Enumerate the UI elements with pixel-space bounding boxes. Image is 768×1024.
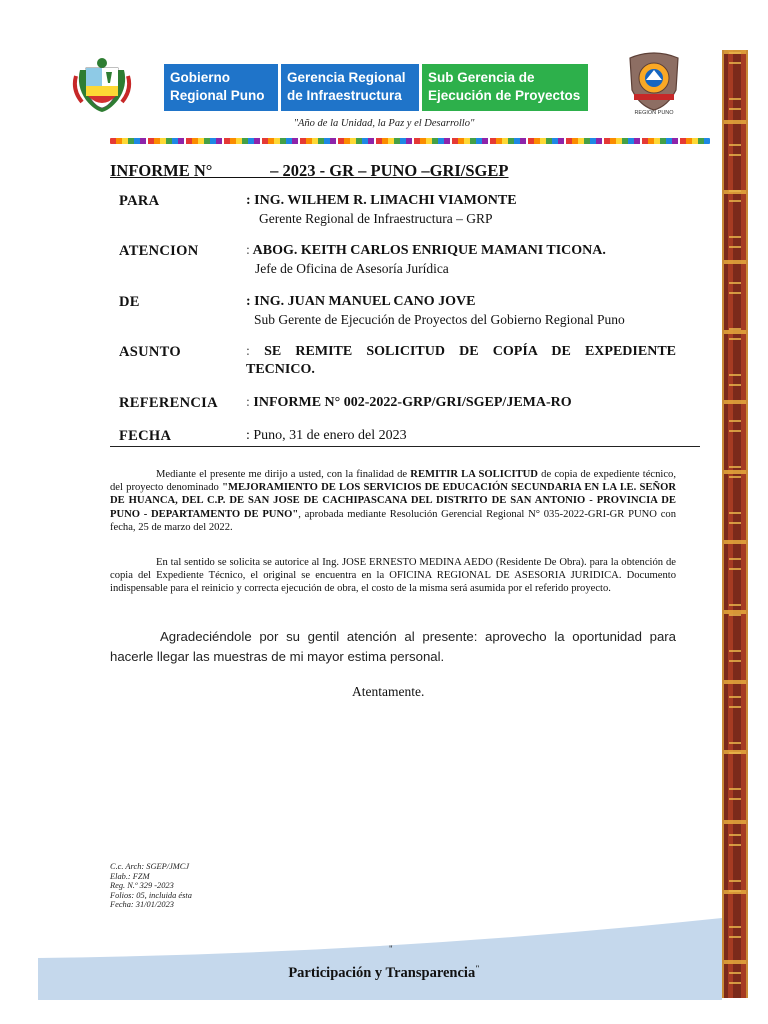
atentamente: Atentamente. <box>352 684 425 699</box>
p1-part-e: , aprobada mediante Resolución Gerencial Regional N° 035-2022-GRI-GR PUNO con fecha, 25 de marzo del 2022. <box>110 508 676 533</box>
de-subtitle: Sub Gerente de Ejecución de Proyectos del Gobierno Regional Puno <box>254 312 625 327</box>
de-value <box>246 294 475 310</box>
p1-part-b: REMITIR LA SOLICITUD <box>410 469 538 480</box>
region-puno-emblem-icon <box>620 50 688 116</box>
footer-wave <box>38 910 722 962</box>
para-label: PARA <box>119 193 160 209</box>
de-label: DE <box>119 294 140 310</box>
de-value-text: : ING. JUAN MANUEL CANO JOVE <box>246 294 476 309</box>
header-subgerencia-box <box>422 64 588 111</box>
motto: "Año de la Unidad, la Paz y el Desarrollo" <box>293 118 475 129</box>
asunto-label: ASUNTO <box>119 344 181 360</box>
fecha-label: FECHA <box>119 428 172 444</box>
body-paragraph-2: En tal sentido se solicita se autorice al Ing. JOSE ERNESTO MEDINA AEDO (Residente De Obra). para la obtención de copia del Expediente Técnico, el original se encuentra en la OFICINA REGIONAL DE ASESORIA JURIDICA. Documento indispensable para el reinicio y correcta ejecución de obra, el costo de la misma será asumida por el referido proyecto. <box>110 557 676 595</box>
asunto-value-line2 <box>246 362 315 378</box>
document-title: INFORME N° – 2023 - GR – PUNO –GRI/SGEP <box>110 161 509 180</box>
peru-coat-of-arms-icon <box>72 56 132 114</box>
closing-paragraph: Agradeciéndole por su gentil atención al presente: aprovecho la oportunidad para hacerle llegar las muestras de mi mayor estima personal. <box>110 629 676 664</box>
header-box3-line1: Sub Gerencia de <box>428 70 535 85</box>
asunto-line2: TECNICO. <box>246 362 315 377</box>
asunto-value <box>246 344 676 360</box>
referencia-label: REFERENCIA <box>119 395 218 411</box>
body-paragraph-1 <box>110 468 676 534</box>
para-subtitle: Gerente Regional de Infraestructura – GRP <box>259 211 493 226</box>
header-divider-line <box>110 446 700 447</box>
p1-part-a: Mediante el presente me dirijo a usted, con la finalidad de <box>156 469 411 480</box>
atencion-value-text: ABOG. KEITH CARLOS ENRIQUE MAMANI TICONA. <box>249 243 606 258</box>
header-box3-line2: Ejecución de Proyectos <box>428 88 581 103</box>
referencia-colon: : <box>246 395 250 410</box>
asunto-colon: : <box>246 344 250 359</box>
header-box1-line1: Gobierno <box>170 70 230 85</box>
atencion-subtitle: Jefe de Oficina de Asesoría Jurídica <box>255 261 449 276</box>
asunto-line1: SE REMITE SOLICITUD DE COPÍA DE EXPEDIENTE <box>249 344 676 359</box>
ref-line: Fecha: 31/01/2023 <box>110 900 174 910</box>
ref-line: C.c. Arch: SGEP/JMCJ <box>110 862 190 871</box>
ref-line: Elab.: FZM <box>110 871 150 881</box>
ref-line: Folios: 05, incluida ésta <box>110 890 192 900</box>
header-box2-line1: Gerencia Regional <box>287 70 406 85</box>
atencion-value <box>246 243 606 259</box>
para-value <box>246 193 517 209</box>
ref-line: Reg. N.º 329 -2023 <box>110 881 174 891</box>
fecha-value: : Puno, 31 de enero del 2023 <box>246 428 407 443</box>
p1-part-c: de copia de expediente técnico, del proyecto denominado <box>110 469 676 494</box>
wiphala-divider <box>110 138 710 144</box>
referencia-value <box>246 395 572 411</box>
header-box2-line2: de Infraestructura <box>287 88 402 103</box>
footer-slogan-text: Participación y Transparencia <box>288 964 476 981</box>
referencia-value-text: INFORME N° 002-2022-GRP/GRI/SGEP/JEMA-RO <box>249 395 572 410</box>
atencion-label: ATENCION <box>119 243 199 259</box>
header-box1-line2: Regional Puno <box>170 88 265 103</box>
decorative-textile-strip <box>722 50 748 998</box>
emblem-caption: REGIÓN PUNO <box>634 110 674 116</box>
p1-project-name: "MEJORAMIENTO DE LOS SERVICIOS DE EDUCACIÓN SECUNDARIA EN LA I.E. SEÑOR DE HUANCA, DEL C.P. DE SAN JOSE DE CACHIPASCANA DEL DISTRITO DE SAN ANTONIO - PROVINCIA DE PUNO - DEPARTAMENTO DE PUNO" <box>110 482 676 520</box>
header-gobierno-box <box>164 64 278 111</box>
footer-slogan <box>0 964 768 982</box>
footer-close-quote: " <box>475 964 480 973</box>
header-gerencia-box <box>281 64 419 111</box>
para-value-text: : ING. WILHEM R. LIMACHI VIAMONTE <box>246 193 517 208</box>
reference-notes <box>110 862 192 910</box>
atencion-colon: : <box>246 243 250 258</box>
footer-open-quote: " <box>389 944 393 954</box>
